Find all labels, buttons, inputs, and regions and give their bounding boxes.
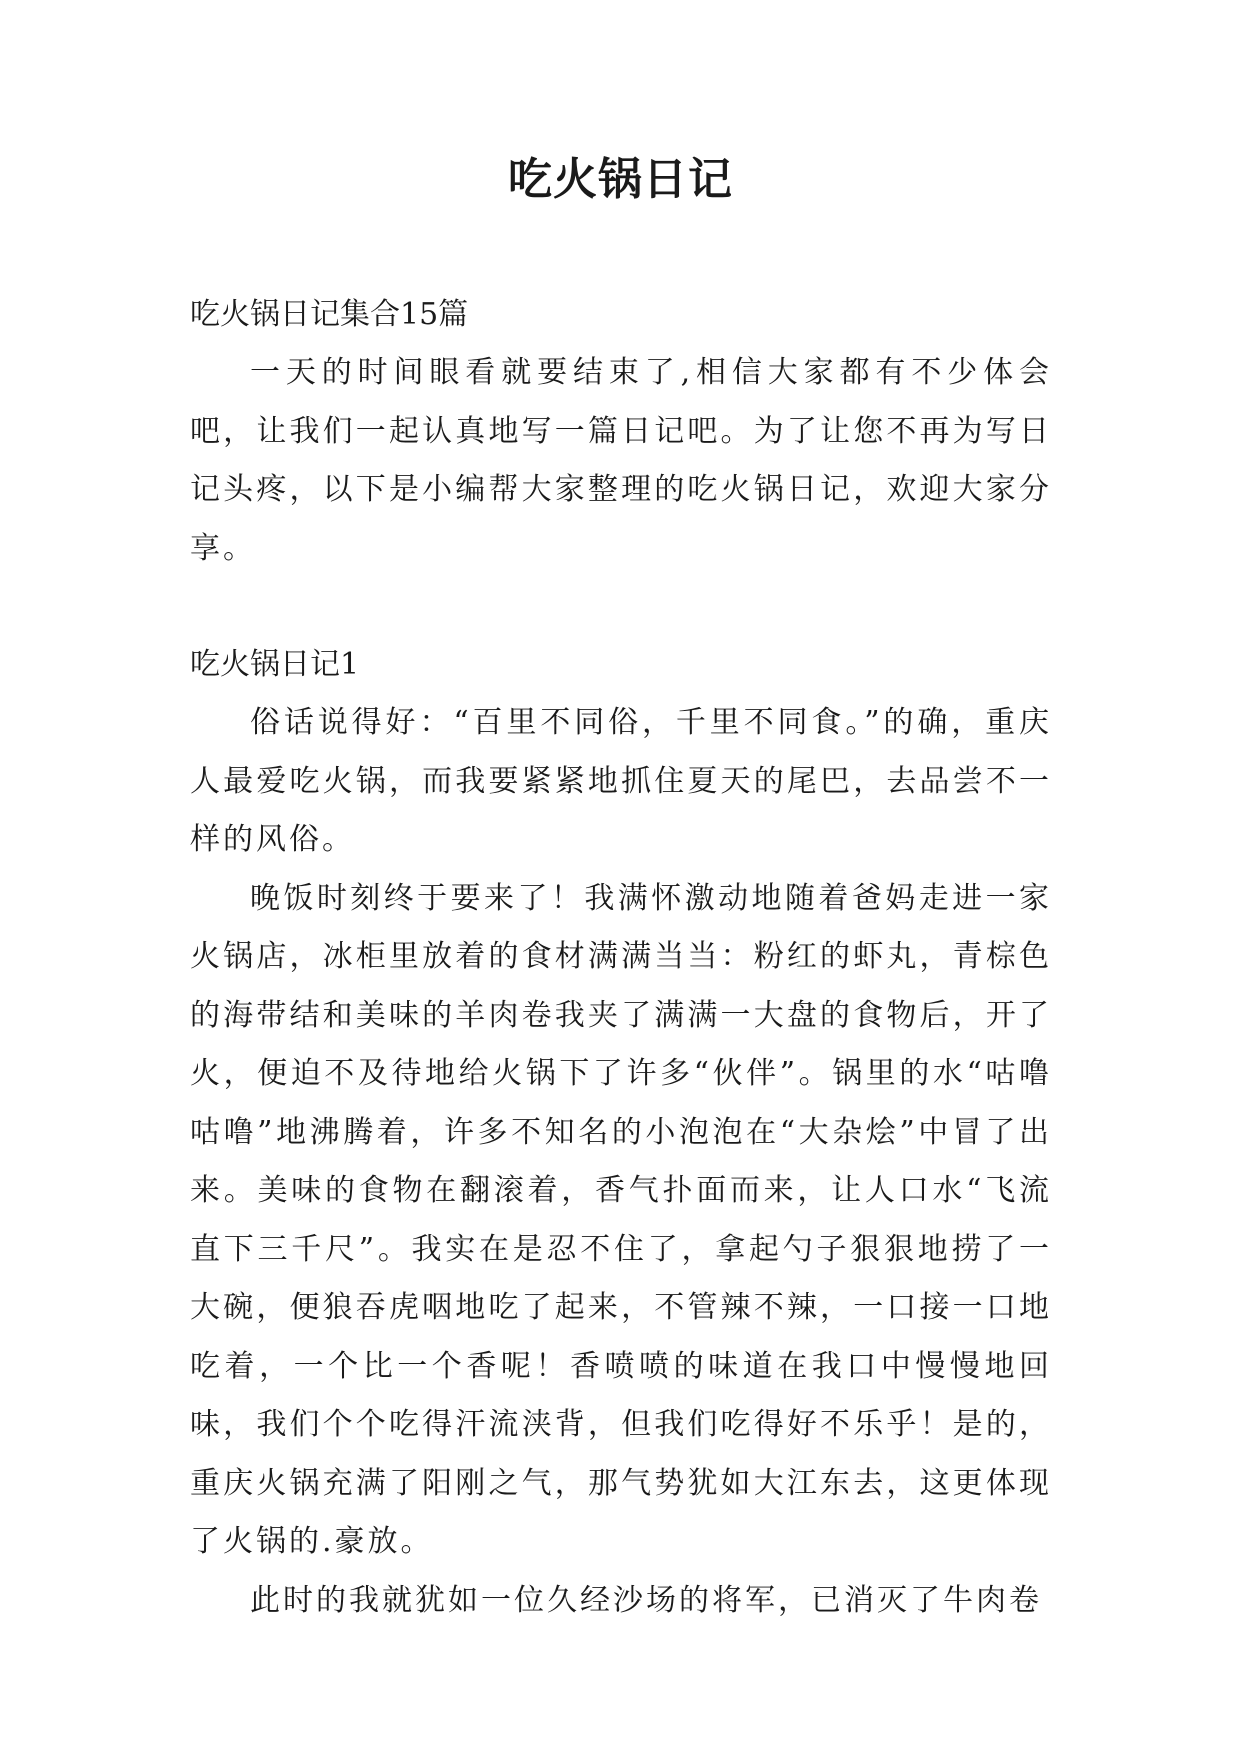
entry-paragraph: 俗话说得好：“百里不同俗，千里不同食。”的确，重庆人最爱吃火锅，而我要紧紧地抓住夏天的尾巴，去品尝不一样的风俗。 <box>190 705 1052 857</box>
intro-paragraph: 一天的时间眼看就要结束了,相信大家都有不少体会吧，让我们一起认真地写一篇日记吧。为了让您不再为写日记头疼，以下是小编帮大家整理的吃火锅日记，欢迎大家分享。 <box>190 355 1052 566</box>
section-spacer <box>190 578 1052 636</box>
document-title: 吃火锅日记 <box>508 154 733 205</box>
collection-heading: 吃火锅日记集合15篇 <box>190 297 469 332</box>
entry-paragraph: 此时的我就犹如一位久经沙场的将军，已消灭了牛肉卷 <box>250 1582 1042 1618</box>
entry-heading: 吃火锅日记1 <box>190 647 360 682</box>
document-body <box>190 286 1052 1630</box>
entry-paragraph: 晚饭时刻终于要来了！我满怀激动地随着爸妈走进一家火锅店，冰柜里放着的食材满满当当：粉红的虾丸，青棕色的海带结和美味的羊肉卷我夹了满满一大盘的食物后，开了火，便迫不及待地给火锅下了许多“伙伴”。锅里的水“咕噜咕噜”地沸腾着，许多不知名的小泡泡在“大杂烩”中冒了出来。美味的食物在翻滚着，香气扑面而来，让人口水“飞流直下三千尺”。我实在是忍不住了，拿起勺子狠狠地捞了一大碗，便狼吞虎咽地吃了起来，不管辣不辣，一口接一口地吃着，一个比一个香呢！香喷喷的味道在我口中慢慢地回味，我们个个吃得汗流浃背，但我们吃得好不乐乎！是的，重庆火锅充满了阳刚之气，那气势犹如大江东去，这更体现了火锅的.豪放。 <box>190 880 1052 1559</box>
